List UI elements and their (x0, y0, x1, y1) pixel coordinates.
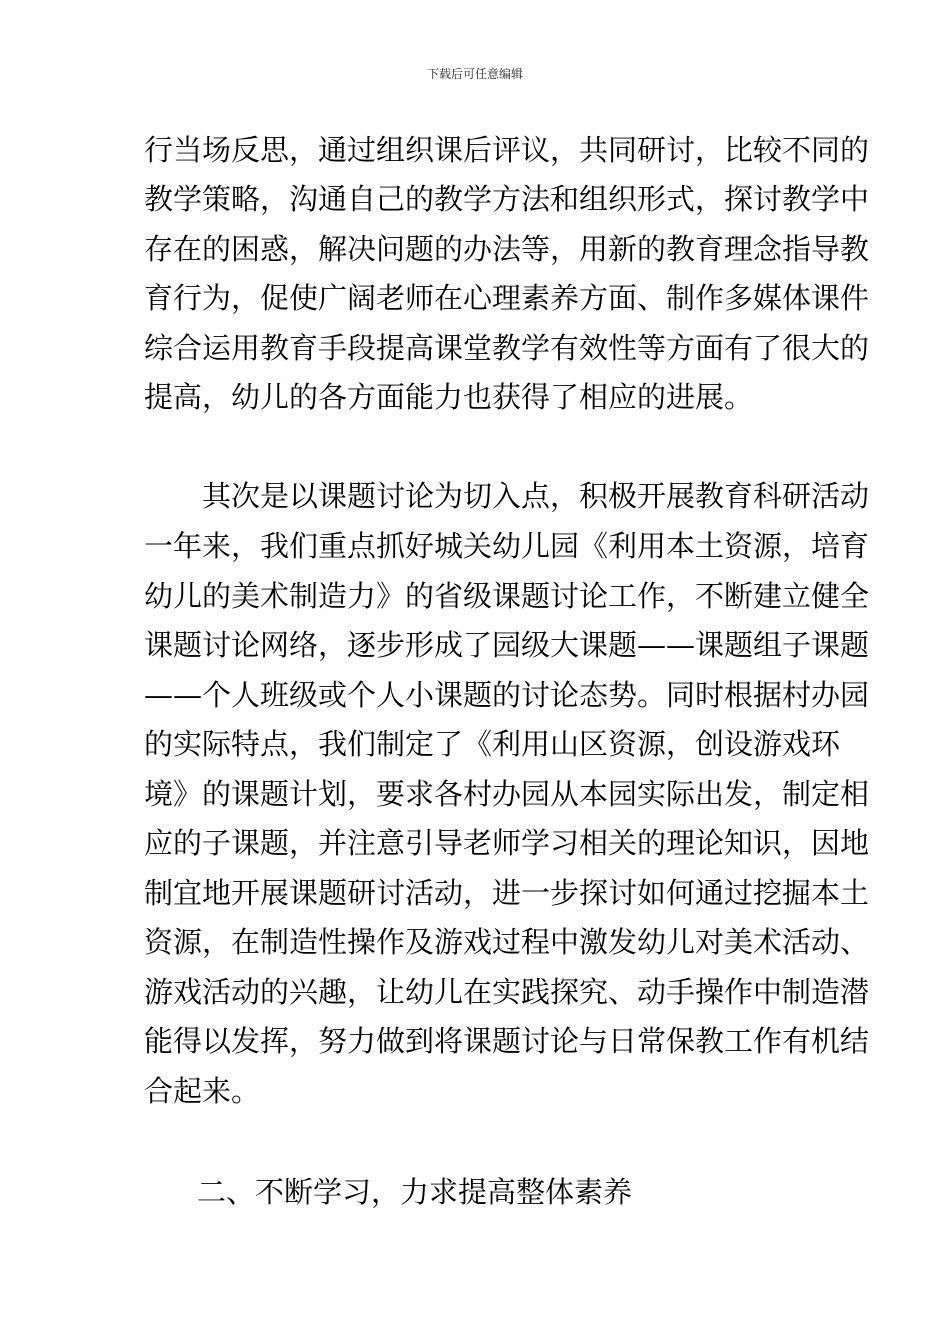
text-line: 提高，幼儿的各方面能力也获得了相应的进展。 (144, 380, 754, 414)
text-line: 存在的困惑，解决问题的办法等，用新的教育理念指导教 (144, 232, 870, 266)
text-line: 游戏活动的兴趣，让幼儿在实践探究、动手操作中制造潜 (144, 975, 870, 1009)
text-line: 应的子课题，并注意引导老师学习相关的理论知识，因地 (144, 826, 870, 860)
page-header: 下载后可任意编辑 (426, 67, 523, 81)
text-line: 境》的课题计划，要求各村办园从本园实际出发，制定相 (144, 777, 870, 811)
text-line: ——个人班级或个人小课题的讨论态势。同时根据村办园 (144, 678, 870, 712)
section-heading: 二、不断学习，力求提高整体素养 (197, 1175, 633, 1209)
text-line: 课题讨论网络，逐步形成了园级大课题——课题组子课题 (144, 628, 870, 662)
text-line: 综合运用教育手段提高课堂教学有效性等方面有了很大的 (144, 331, 870, 365)
text-line: 其次是以课题讨论为切入点，积极开展教育科研活动 (202, 479, 870, 513)
text-line: 资源，在制造性操作及游戏过程中激发幼儿对美术活动、 (144, 925, 870, 959)
text-line: 教学策略，沟通自己的教学方法和组织形式，探讨教学中 (144, 182, 870, 216)
text-line: 的实际特点，我们制定了《利用山区资源，创设游戏环 (144, 727, 841, 761)
text-line: 能得以发挥，努力做到将课题讨论与日常保教工作有机结 (144, 1024, 870, 1058)
text-line: 行当场反思，通过组织课后评议，共同研讨，比较不同的 (144, 133, 870, 167)
text-line: 育行为，促使广阔老师在心理素养方面、制作多媒体课件 (144, 281, 870, 315)
text-line: 一年来，我们重点抓好城关幼儿园《利用本土资源，培育 (144, 529, 870, 563)
text-line: 合起来。 (144, 1074, 261, 1108)
text-line: 制宜地开展课题研讨活动，进一步探讨如何通过挖掘本土 (144, 876, 870, 910)
text-line: 幼儿的美术制造力》的省级课题讨论工作，不断建立健全 (144, 579, 870, 613)
